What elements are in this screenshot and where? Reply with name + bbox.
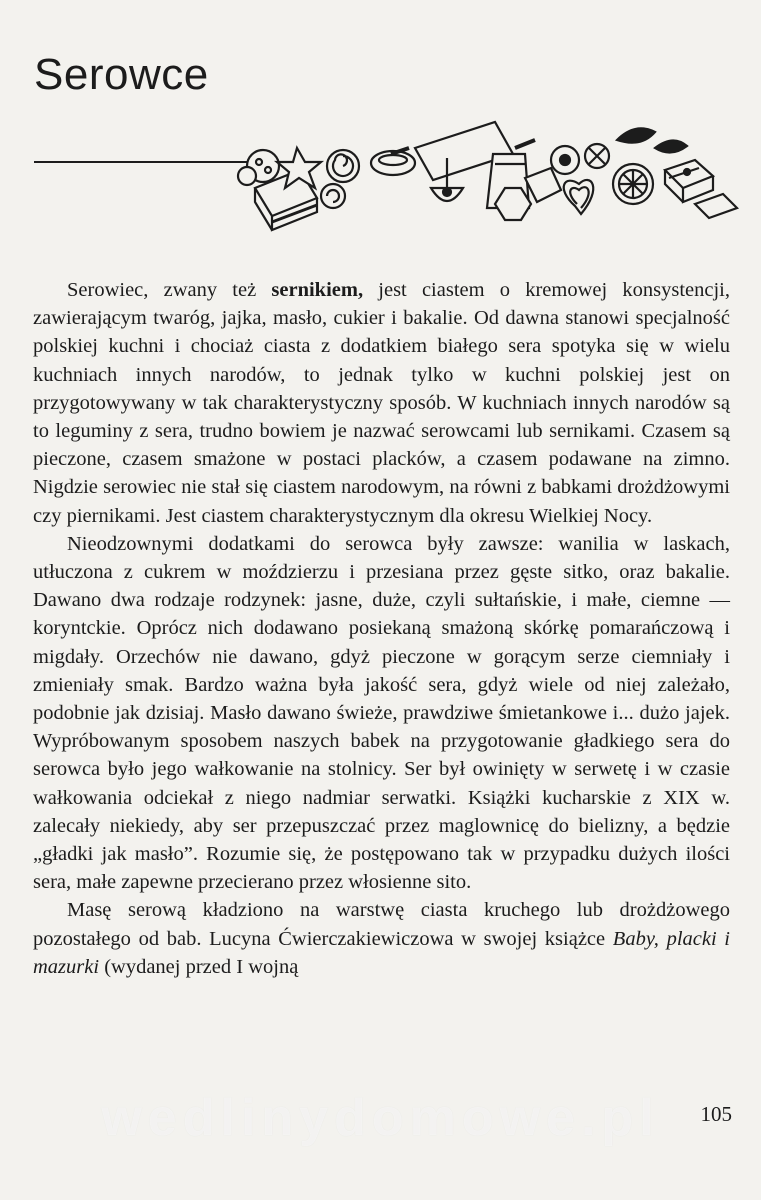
book-title-italic: Baby, placki i mazurki	[33, 927, 731, 978]
paragraph-2: Nieodzownymi dodatkami do serowca były zawsze: wanilia w laskach, utłuczona z cukrem w moździerzu i przesiana przez gęste sitko, oraz bakalie. Dawano dwa rodzaje rodzynek: jasne, duże, czyli sułtańskie, i małe, ciemne — koryntckie. Oprócz nich dodawano posiekaną smażoną skórkę pomarańczową i migdały. Orzechów nie dawano, gdyż pieczone w gorącym serze ciemniały i zmieniały smak. Bardzo ważna była jakość sera, gdyż wiele od niej zależało, podobnie jak dzisiaj. Masło dawano świeże, prawdziwe śmietankowe i... dużo jajek. Wypróbowanym sposobem naszych babek na przygotowanie gładkiego sera do serowca było jego wałkowanie na stolnicy. Ser był owinięty w serwetę i w czasie wałkowania odciekał z niego nadmiar serwatki. Książki kucharskie z XIX w. zalecały niekiedy, aby ser przepuszczać przez maglownicę do bielizny, a będzie „gładki jak masło”. Rozumie się, że postępowano tak w przypadku dużych ilości sera, małe zapewne przecierano przez włosienne sito.	[33, 532, 730, 894]
petit-four-icon	[665, 160, 737, 218]
paragraph-1	[33, 276, 730, 530]
pastry-ornament-illustration	[225, 118, 745, 243]
leaf-icon	[617, 128, 687, 152]
paragraph-3-text-start: Masę serową kładziono na warstwę ciasta kruchego lub drożdżowego pozostałego od bab. Lucyna Ćwierczakiewiczowa w swojej książce	[33, 899, 730, 950]
heart-cookie-icon	[564, 180, 594, 214]
paragraph-1-text-start: Serowiec, zwany też	[67, 279, 272, 301]
paragraph-3	[33, 896, 730, 981]
watermark: wedlinydomowe.pl	[101, 1089, 660, 1147]
paragraph-3-text-rest: (wydanej przed I wojną	[99, 955, 299, 978]
flower-sweet-icon	[551, 144, 609, 174]
page-number: 105	[700, 1102, 732, 1126]
cookie-icon	[238, 150, 279, 185]
paragraph-1-text-rest: jest ciastem o kremowej konsystencji, zawierającym twaróg, jajka, masło, cukier i bakalie. Od dawna stanowi specjalność polskiej kuchni i chociaż ciasta z dodatkiem białego sera spotyka się w wielu kuchniach innych narodów, to jednak tylko w kuchni polskiej jest on przygotowywany w tak charakterystyczny sposób. W kuchniach innych narodów są to leguminy z sera, trudno bowiem je nazwać serowcami lub sernikami. Czasem są pieczone, czasem smażone w postaci placków, a czasem podawane na zimno. Nigdzie serowiec nie stał się ciastem narodowym, na równi z babkami drożdżowymi czy piernikami. Jest ciastem charakterystycznym dla okresu Wielkiej Nocy.	[33, 279, 730, 527]
article-body	[33, 276, 730, 981]
page-title: Serowce	[34, 50, 209, 99]
bold-term-sernikiem: sernikiem,	[271, 279, 364, 301]
roll-cake-icon	[321, 150, 359, 208]
citrus-slice-icon	[613, 164, 653, 204]
